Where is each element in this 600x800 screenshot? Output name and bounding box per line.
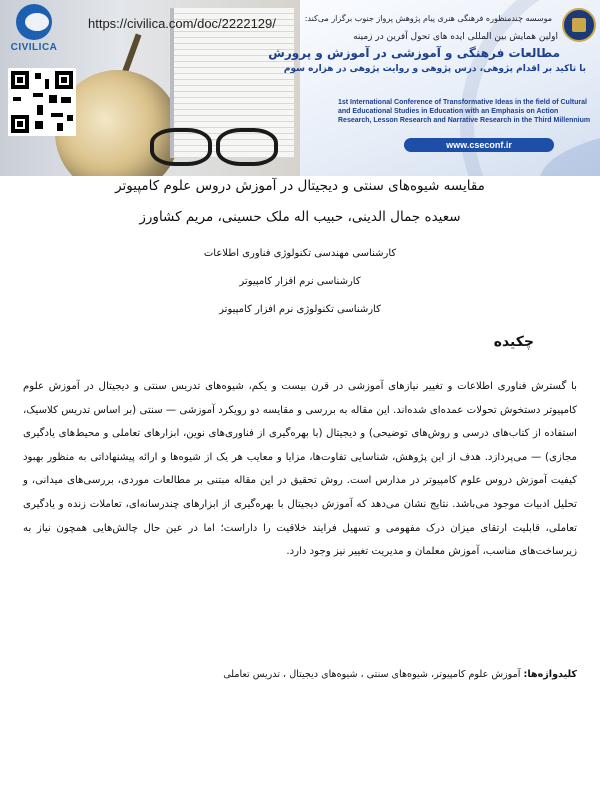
conference-website[interactable]: www.cseconf.ir (404, 138, 554, 152)
paper-authors: سعیده جمال الدینی، حبیب اله ملک حسینی، مریم کشاورز (139, 209, 461, 225)
conference-banner (0, 0, 600, 176)
conference-title-line: مطالعات فرهنگی و آموزشی در آموزش و پرورش (268, 46, 560, 60)
keywords-list: آموزش علوم کامپیوتر، شیوه‌های سنتی ، شیوه‌های دیجیتال ، تدریس تعاملی (223, 669, 521, 680)
affiliation-2: کارشناسی نرم افزار کامپیوتر (239, 276, 361, 287)
abstract-text: با گسترش فناوری اطلاعات و تغییر نیازهای آموزشی در قرن بیست و یکم، شیوه‌های تدریس سنتی و دیجیتال در آموزش علوم کامپیوتر دستخوش تحولات عمده‌ای شده‌اند. این مقاله به بررسی و مقایسه دو رویکرد آموزشی — سنتی (بر اساس تدریس کلاسیک، استفاده از کتاب‌های درسی و روش‌های توضیحی) و دیجیتال (با بهره‌گیری از فناوری‌های نوین، ابزارهای تعاملی و محیط‌های یادگیری مجازی) — می‌پردازد. هدف از این پژوهش، شناسایی تفاوت‌ها، مزایا و معایب هر یک از شیوه‌ها و ارائه پیشنهاداتی به منظور بهبود کیفیت آموزش دروس علوم کامپیوتر در مدارس است. روش تحقیق در این مقاله مبتنی بر مطالعات موردی، بررسی‌های میدانی، و تحلیل ادبیات موجود می‌باشد. نتایج نشان می‌دهد که آموزش دیجیتال با بهره‌گیری از ابزارهای چندرسانه‌ای، تعاملات زنده و یادگیری تعاملی، قابلیت ارتقای میزان درک مفهومی و تسهیل فرایند خلاقیت را داراست؛ اما در عین حال چالش‌هایی همچون نیاز به زیرساخت‌های مناسب، آموزش معلمان و مدیریت تغییر نیز وجود دارد. (23, 381, 577, 558)
civilica-logo[interactable] (6, 4, 62, 58)
conference-organizer-line: موسسه چندمنظوره فرهنگی هنری پیام پژوهش پرواز جنوب برگزار می‌کند: (304, 14, 552, 23)
paper-title: مقایسه شیوه‌های سنتی و دیجیتال در آموزش دروس علوم کامپیوتر (115, 178, 485, 194)
affiliation-1: کارشناسی مهندسی تکنولوژی فناوری اطلاعات (203, 248, 397, 259)
conference-name-line: اولین همایش بین المللی ایده های تحول آفرین در زمینه (353, 32, 558, 42)
keywords-line (23, 669, 577, 680)
affiliation-3: کارشناسی تکنولوژی نرم افزار کامپیوتر (219, 304, 381, 315)
eyeglasses-image (150, 128, 280, 162)
civilica-c-icon (16, 4, 52, 40)
document-url[interactable]: https://civilica.com/doc/2222129/ (88, 16, 276, 31)
keywords-label: کلیدواژه‌ها: (523, 669, 577, 680)
conference-english-title: 1st International Conference of Transformative Ideas in the field of Cultural and Educational Studies in Education with an Emphasis on Action Research, Lesson Research and Narrative Research in the Third Millennium (338, 99, 591, 124)
civilica-brand-text: CIVILICA (10, 42, 58, 53)
abstract-heading: چکیده (493, 334, 534, 350)
conference-emblem-icon (562, 8, 596, 42)
qr-code-icon (8, 68, 76, 136)
conference-subtitle-line: با تاکید بر اقدام پژوهی، درس پژوهی و روایت پژوهی در هزاره سوم (283, 64, 586, 74)
